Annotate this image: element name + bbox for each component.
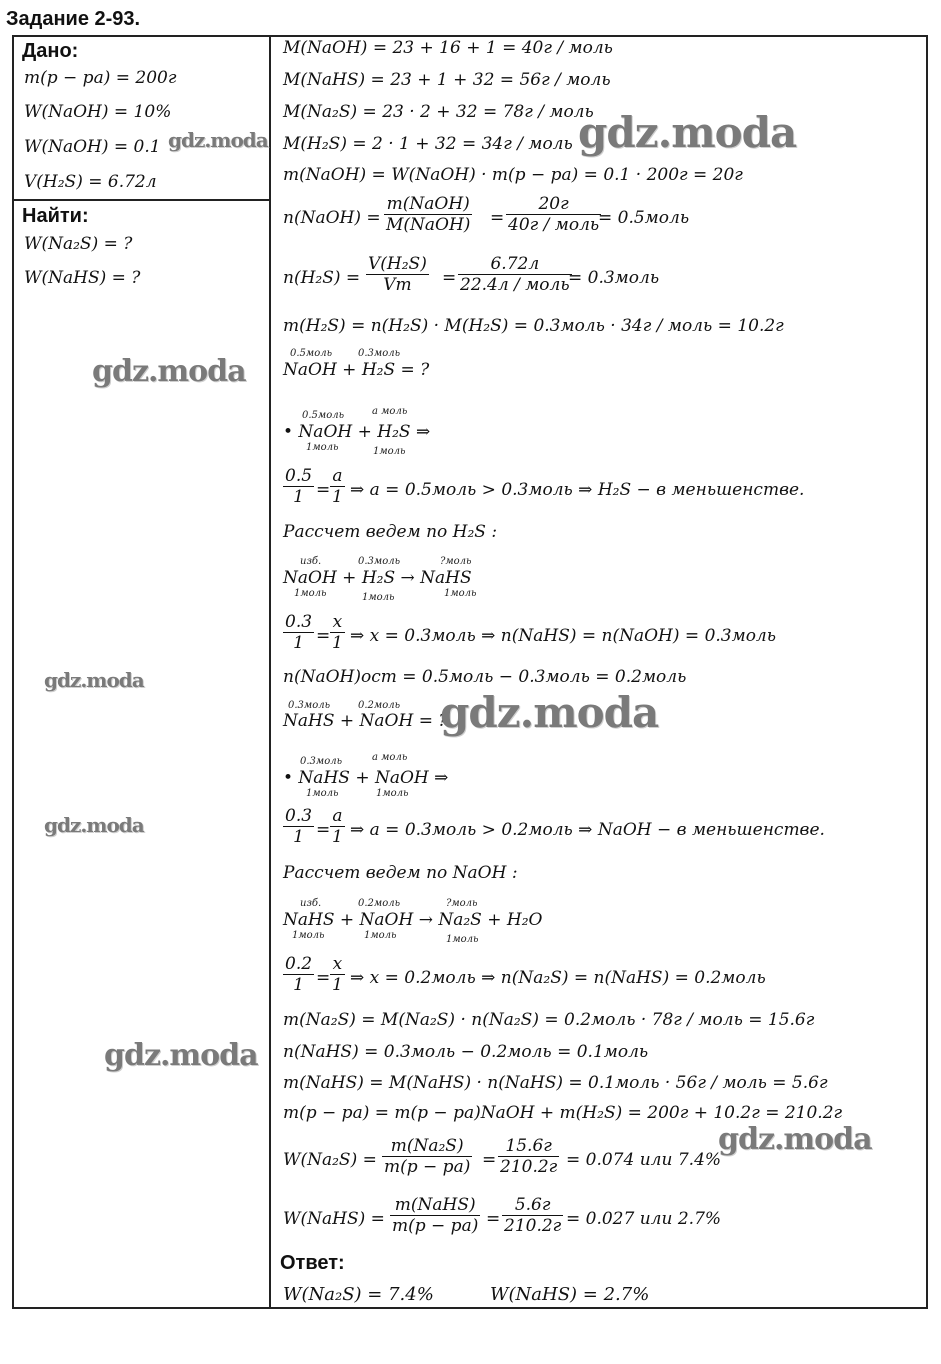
reaction-annotation: 1моль [306,788,339,799]
calc-note: Рассчет ведем по H₂S : [283,522,498,542]
reaction-annotation: 0.5моль [290,348,333,359]
molar-line: M(NaHS) = 23 + 1 + 32 = 56г / моль [283,70,611,90]
find-line: W(Na₂S) = ? [24,234,133,254]
reaction-annotation: изб. [300,556,322,567]
fraction [366,254,429,295]
formula-result: = 0.074 или 7.4% [566,1150,722,1170]
denominator: 1 [332,975,343,995]
denominator: 210.2г [504,1216,562,1236]
given-line: m(р − ра) = 200г [24,68,177,88]
given-line: W(NaOH) = 10% [24,102,172,122]
reaction-annotation: а моль [372,752,408,763]
denominator: 1 [283,826,314,847]
numerator: x [332,612,343,632]
proportion-result: ⇒ a = 0.5моль > 0.3моль ⇒ H₂S − в меньшенстве. [350,480,805,500]
molar-line: M(NaOH) = 23 + 16 + 1 = 40г / моль [283,38,613,58]
formula-lhs: W(Na₂S) = [283,1150,377,1170]
calc-line: n(NaHS) = 0.3моль − 0.2моль = 0.1моль [283,1042,649,1062]
fraction [283,466,314,507]
numerator: m(Na₂S) [390,1136,464,1156]
equals-sign: = [316,480,331,500]
fraction [382,1136,472,1177]
molar-line: M(Na₂S) = 23 · 2 + 32 = 78г / моль [283,102,594,122]
fraction [506,194,601,235]
remaining-naoh-line: n(NaOH)ост = 0.5моль − 0.3моль = 0.2моль [283,667,687,687]
numerator: 0.3 [285,612,313,632]
reaction-annotation: 1моль [364,930,397,941]
denominator: M(NaOH) [386,215,471,235]
proportion-result: ⇒ a = 0.3моль > 0.2моль ⇒ NaOH − в меньшенстве. [350,820,825,840]
reaction-annotation: 1моль [292,930,325,941]
denominator: 1 [332,827,343,847]
reaction-annotation: изб. [300,898,322,909]
fraction [458,254,572,295]
fraction [390,1195,480,1236]
calc-line: m(NaHS) = M(NaHS) · n(NaHS) = 0.1моль · 56г / моль = 5.6г [283,1073,828,1093]
fraction [283,954,314,995]
equals-sign: = [486,1209,501,1229]
formula-result: = 0.5моль [598,208,690,228]
formula-result: = 0.3моль [568,268,660,288]
mass-naoh-line: m(NaOH) = W(NaOH) · m(р − ра) = 0.1 · 200г = 20г [283,165,743,185]
denominator: 1 [283,486,314,507]
reaction-annotation: ?моль [446,898,478,909]
reaction-annotation: ?моль [440,556,472,567]
equals-sign: = [490,208,505,228]
reaction-equation: NaHS + NaOH → Na₂S + H₂O [283,910,543,930]
fraction [330,806,345,847]
numerator: 0.5 [285,466,313,486]
watermark: gdz.moda [440,688,659,737]
numerator: 0.2 [285,954,313,974]
numerator: 15.6г [505,1136,552,1156]
watermark: gdz.moda [104,1038,258,1073]
watermark: gdz.moda [44,668,144,692]
given-header: Дано: [22,40,79,62]
numerator: V(H₂S) [368,254,427,274]
formula-result: = 0.027 или 2.7% [566,1209,722,1229]
denominator: 1 [283,632,314,653]
equals-sign: = [482,1150,497,1170]
equals-sign: = [442,268,457,288]
watermark: gdz.moda [578,108,797,157]
watermark: gdz.moda [92,354,246,389]
reaction-annotation: 1моль [294,588,327,599]
reaction-annotation: 1моль [446,934,479,945]
reaction-annotation: 0.5моль [302,410,345,421]
reaction-annotation: 1моль [444,588,477,599]
denominator: Vm [366,274,429,295]
fraction [502,1195,563,1236]
fraction [498,1136,559,1177]
numerator: a [332,466,343,486]
reaction-annotation: 1моль [362,592,395,603]
reaction-equation: NaOH + H₂S = ? [283,360,430,380]
denominator: 210.2г [500,1157,558,1177]
molar-line: M(H₂S) = 2 · 1 + 32 = 34г / моль [283,134,573,154]
watermark: gdz.moda [718,1122,872,1157]
numerator: x [332,954,343,974]
formula-lhs: n(NaOH) = [283,208,381,228]
equals-sign: = [316,820,331,840]
calc-line: m(Na₂S) = M(Na₂S) · n(Na₂S) = 0.2моль · 78г / моль = 15.6г [283,1010,815,1030]
reaction-annotation: 0.3моль [358,348,401,359]
reaction-annotation: 1моль [376,788,409,799]
fraction [330,466,345,507]
denominator: 1 [332,633,343,653]
given-line: W(NaOH) = 0.1 [24,137,161,157]
denominator: 1 [283,974,314,995]
fraction [330,612,345,653]
answer-value: W(NaHS) = 2.7% [490,1284,650,1305]
numerator: 20г [538,194,569,214]
reaction-equation: • NaOH + H₂S ⇒ [283,422,431,442]
reaction-equation: NaOH + H₂S → NaHS [283,568,472,588]
denominator: m(р − ра) [384,1157,471,1177]
proportion-result: ⇒ x = 0.2моль ⇒ n(Na₂S) = n(NaHS) = 0.2моль [350,968,766,988]
numerator: 5.6г [514,1195,551,1215]
numerator: 0.3 [285,806,313,826]
fraction [283,806,314,847]
mass-h2s-line: m(H₂S) = n(H₂S) · M(H₂S) = 0.3моль · 34г / моль = 10.2г [283,316,784,336]
given-line: V(H₂S) = 6.72л [24,172,157,192]
page-title: Задание 2-93. [6,8,141,30]
formula-lhs: W(NaHS) = [283,1209,385,1229]
numerator: m(NaHS) [394,1195,476,1215]
calc-note: Рассчет ведем по NaOH : [283,863,518,883]
reaction-annotation: 0.2моль [358,898,401,909]
fraction [384,194,472,235]
answer-value: W(Na₂S) = 7.4% [283,1284,434,1305]
reaction-equation: NaHS + NaOH = ? [283,711,448,731]
numerator: 6.72л [490,254,540,274]
proportion-result: ⇒ x = 0.3моль ⇒ n(NaHS) = n(NaOH) = 0.3моль [350,626,777,646]
given-find-divider [12,199,271,201]
reaction-equation: • NaHS + NaOH ⇒ [283,768,449,788]
equals-sign: = [316,626,331,646]
reaction-annotation: 1моль [373,446,406,457]
fraction [283,612,314,653]
column-divider [269,35,271,1309]
denominator: 22.4л / моль [460,275,570,295]
find-line: W(NaHS) = ? [24,268,141,288]
calc-line: m(р − ра) = m(р − ра)NaOH + m(H₂S) = 200г + 10.2г = 210.2г [283,1103,843,1123]
reaction-annotation: 0.2моль [358,700,401,711]
watermark: gdz.moda [168,128,268,152]
reaction-annotation: 0.3моль [358,556,401,567]
reaction-annotation: 0.3моль [288,700,331,711]
answer-header: Ответ: [280,1252,345,1274]
reaction-annotation: 0.3моль [300,756,343,767]
fraction [330,954,345,995]
denominator: 40г / моль [508,215,600,235]
equals-sign: = [316,968,331,988]
denominator: m(р − ра) [392,1216,479,1236]
reaction-annotation: 1моль [306,442,339,453]
find-header: Найти: [22,205,89,227]
formula-lhs: n(H₂S) = [283,268,361,288]
denominator: 1 [332,487,343,507]
reaction-annotation: а моль [372,406,408,417]
numerator: m(NaOH) [386,194,470,214]
numerator: a [332,806,343,826]
watermark: gdz.moda [44,813,144,837]
